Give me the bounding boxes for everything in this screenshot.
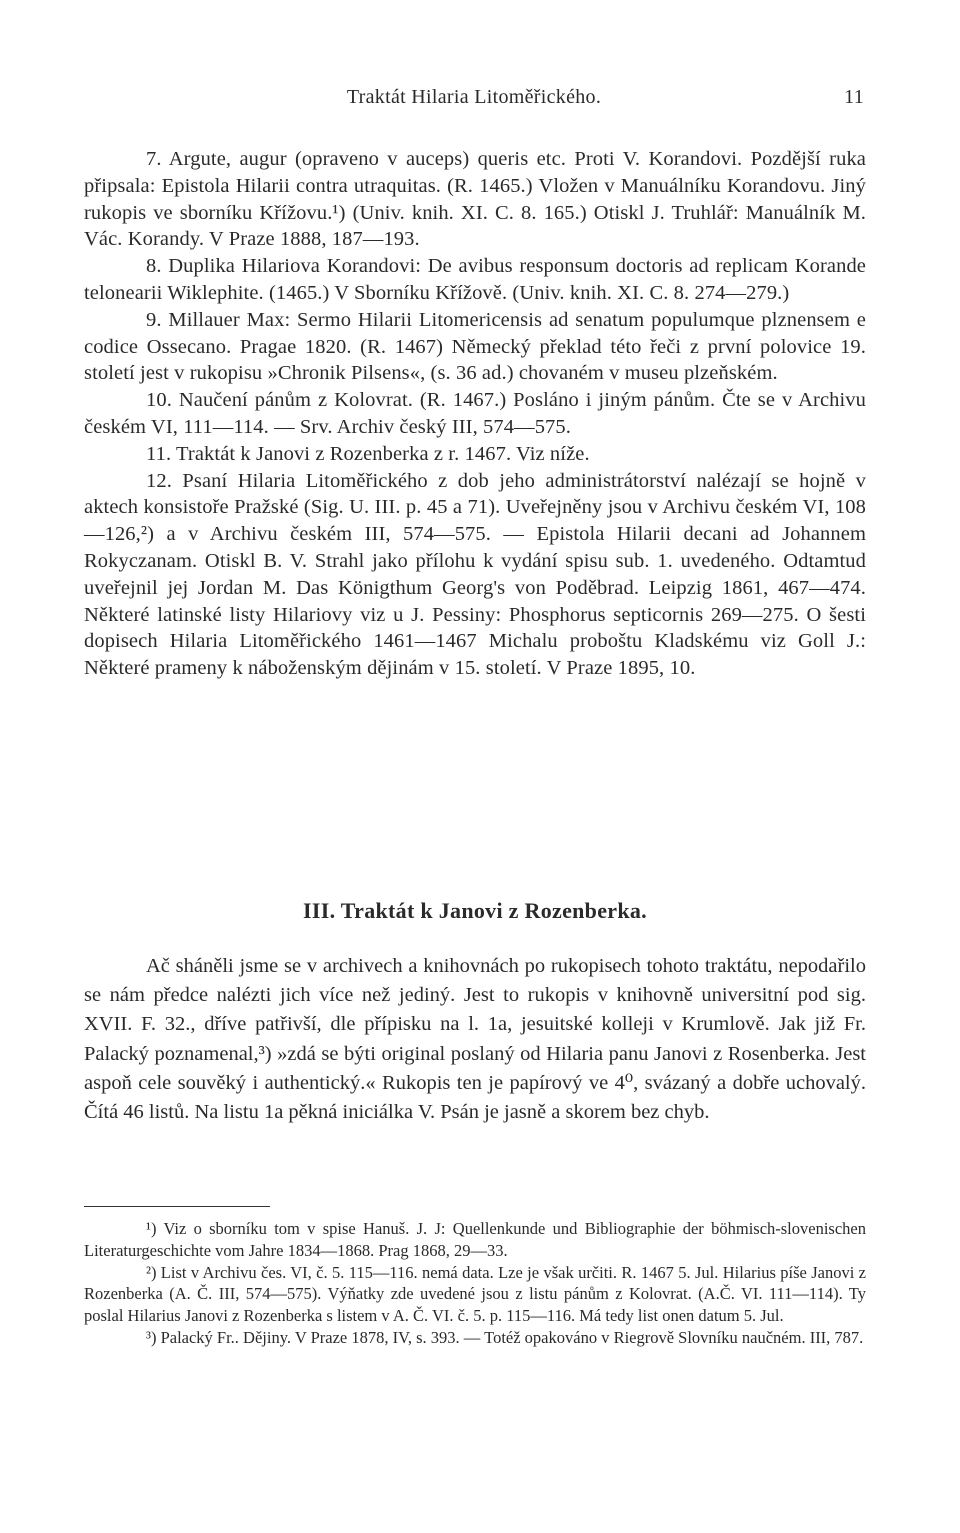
list-item: 10. Naučení pánům z Kolovrat. (R. 1467.) Posláno i jiným pánům. Čte se v Archivu českém VI, 111—114. — Srv. Archiv český III, 574—575. <box>84 389 866 438</box>
footnote: ²) List v Archivu čes. VI, č. 5. 115—116. nemá data. Lze je však určiti. R. 1467 5. Jul. Hilarius píše Janovi z Rozenberka (A. Č. III, 574—575). Výňatky zde uvedené jsou z listu pánům z Kolovrat. (A.Č. VI. 111—114). Ty poslal Hilarius Janovi z Rozenberka s listem v A. Č. VI. č. 5. p. 115—116. Má tedy list onen datum 5. Jul. <box>84 1262 866 1326</box>
footnote: ³) Palacký Fr.. Dějiny. V Praze 1878, IV, s. 393. — Totéž opakováno v Riegrově Slovníku naučném. III, 787. <box>146 1327 864 1347</box>
list-item: 8. Duplika Hilariova Korandovi: De avibus responsum doctoris ad replicam Korande telonearii Wiklephite. (1465.) V Sborníku Křížově. (Univ. knih. XI. C. 8. 274—279.) <box>84 255 866 304</box>
header-title: Traktát Hilaria Litoměřického. <box>346 86 602 108</box>
list-item: 9. Millauer Max: Sermo Hilarii Litomericensis ad senatum populumque plznensem e codice Ossecano. Pragae 1820. (R. 1467) Německý překlad této řeči z první polovice 19. století jest v rukopisu »Chronik Pilsens«, (s. 36 ad.) chovaném v museu plzeňském. <box>84 308 866 385</box>
list-item: 7. Argute, augur (opraveno v auceps) queris etc. Proti V. Korandovi. Pozdější ruka připsala: Epistola Hilarii contra utraquitas. (R. 1465.) Vložen v Manuálníku Korandovu. Jiný rukopis ve sborníku Křížovu.¹) (Univ. knih. XI. C. 8. 165.) Otiskl J. Truhlář: Manuálník M. Vác. Korandy. V Praze 1888, 187—193. <box>84 148 866 251</box>
section-paragraph: Ač sháněli jsme se v archivech a knihovnách po rukopisech tohoto traktátu, nepodařilo se nám předce nalézti jich více než jediný. Jest to rukopis v knihovně universitní pod sig. XVII. F. 32., dříve patřivší, dle přípisku na l. 1a, jesuitské kolleji v Krumlově. Jak již Fr. Palacký poznamenal,³) »zdá se býti original poslaný od Hilaria panu Janovi z Rosenberka. Jest aspoň cele souvěký i authentický.« Rukopis ten je papírový ve 4⁰, svázaný a dobře uchovalý. Čítá 46 listů. Na listu 1a pěkná iniciálka V. Psán je jasně a skorem bez chyb. <box>84 955 866 1124</box>
running-header <box>84 86 864 112</box>
footnotes <box>84 1218 866 1349</box>
section-body <box>84 952 866 1127</box>
bibliography-list <box>84 146 866 682</box>
list-item: 12. Psaní Hilaria Litoměřického z dob jeho administrátorství nalézají se hojně v aktech konsistoře Pražské (Sig. U. III. p. 45 a 71). Uveřejněny jsou v Archivu českém VI, 108—126,²) a v Archivu českém III, 574—575. — Epistola Hilarii decani ad Johannem Rokyczanam. Otiskl B. V. Strahl jako přílohu k vydání spisu sub. 1. uvedeného. Odtamtud uveřejnil jej Jordan M. Das Königthum Georg's von Poděbrad. Leipzig 1861, 467—474. Některé latinské listy Hilariovy viz u J. Pessiny: Phosphorus septicornis 269—275. O šesti dopisech Hilaria Litoměřického 1461—1467 Michalu proboštu Kladskému viz Goll J.: Některé prameny k náboženským dějinám v 15. století. V Praze 1895, 10. <box>84 469 866 680</box>
list-item: 11. Traktát k Janovi z Rozenberka z r. 1467. Viz níže. <box>146 442 590 465</box>
page-number: 11 <box>844 86 864 108</box>
footnote-divider <box>84 1206 270 1207</box>
section-heading: III. Traktát k Janovi z Rozenberka. <box>303 898 647 923</box>
footnote: ¹) Viz o sborníku tom v spise Hanuš. J. J: Quellenkunde und Bibliographie der böhmisch-slovenischen Literaturgeschichte vom Jahre 1834—1868. Prag 1868, 29—33. <box>84 1219 866 1260</box>
